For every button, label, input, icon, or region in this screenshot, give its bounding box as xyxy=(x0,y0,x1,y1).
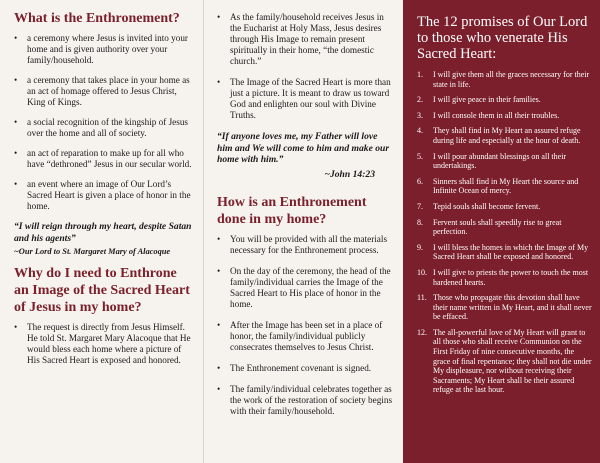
heading-why-enthrone: Why do I need to Enthrone an Image of the Sacred Heart of Jesus in my home? xyxy=(14,266,190,315)
promise-item xyxy=(417,70,592,89)
promise-text: They shall find in My Heart an assured refuge during life and especially at the hour of death. xyxy=(433,126,581,145)
definition-list xyxy=(14,33,194,212)
list-item: • a ceremony where Jesus is invited into your home and is given authority over your family/household. xyxy=(14,33,194,66)
column-twelve-promises xyxy=(403,0,600,463)
promise-number: 3. xyxy=(417,110,423,120)
promise-number: 9. xyxy=(417,242,423,252)
steps-list xyxy=(217,234,395,417)
promise-item xyxy=(417,111,592,121)
reason-list xyxy=(14,322,194,366)
quote-text: “I will reign through my heart, despite Satan and his agents” xyxy=(14,221,192,244)
scripture-quote: “If anyone loves me, my Father will love him and We will come to him and make our home with him.” xyxy=(217,131,390,165)
heading-twelve-promises: The 12 promises of Our Lord to those who venerate His Sacred Heart: xyxy=(417,14,588,62)
promise-text: Those who propagate this devotion shall have their name written in My Heart, and it shall never be effaced. xyxy=(433,293,592,322)
reason-list-continued xyxy=(217,12,395,121)
promise-number: 6. xyxy=(417,176,423,186)
promise-number: 4. xyxy=(417,126,423,136)
promise-number: 8. xyxy=(417,217,423,227)
promise-item xyxy=(417,126,592,145)
promise-number: 7. xyxy=(417,201,423,211)
promise-number: 1. xyxy=(417,70,423,79)
column-how-to xyxy=(203,0,403,463)
heading-what-is-enthronement: What is the Enthronement? xyxy=(14,11,180,26)
promise-number: 11. xyxy=(417,293,427,303)
promise-text: I will bless the homes in which the Image of My Sacred Heart shall be exposed and honored. xyxy=(433,242,589,262)
list-item: • an event where an image of Our Lord’s Sacred Heart is given a place of honor in the home. xyxy=(14,179,194,212)
heading-how-is-enthronement-done: How is an Enthronement done in my home? xyxy=(217,194,367,227)
promise-text: Fervent souls shall speedily rise to great perfection. xyxy=(433,217,562,237)
promise-text: The all-powerful love of My Heart will grant to all those who shall receive Communion on the First Friday of nine consecutive months, the grace of final repentance; they shall not die under My displeasure, nor without receiving their Sacraments; My Heart shall be their assured refuge at the last hour. xyxy=(433,327,592,395)
list-item: • a ceremony that takes place in your home as an act of homage offered to Jesus Christ, King of Kings. xyxy=(14,75,194,108)
promise-text: Tepid souls shall become fervent. xyxy=(433,201,541,211)
promise-item xyxy=(417,202,592,212)
list-item: • an act of reparation to make up for all who have “dethroned” Jesus in our secular world. xyxy=(14,148,194,170)
promise-text: I will give them all the graces necessary for their state in life. xyxy=(433,70,590,89)
promise-number: 5. xyxy=(417,151,423,161)
promise-number: 10. xyxy=(417,267,427,277)
promise-text: I will console them in all their troubles. xyxy=(433,110,560,120)
promise-text: I will pour abundant blessings on all their undertakings. xyxy=(433,151,567,171)
list-item: • You will be provided with all the materials necessary for the Enthronement process. xyxy=(217,234,395,256)
promise-item xyxy=(417,177,592,196)
promise-text: I will give peace in their families. xyxy=(433,95,541,105)
list-item: • The Enthronement covenant is signed. xyxy=(217,363,395,374)
list-item: • The family/individual celebrates together as the work of the restoration of society begins with their family/household. xyxy=(217,384,395,417)
promise-item xyxy=(417,243,592,262)
promise-number: 2. xyxy=(417,95,423,105)
promise-item xyxy=(417,328,592,395)
promise-item xyxy=(417,152,592,171)
scripture-attribution: ~John 14:23 xyxy=(324,168,375,180)
promise-item xyxy=(417,293,592,322)
promise-text: I will give to priests the power to touch the most hardened hearts. xyxy=(433,267,589,287)
list-item: • After the Image has been set in a place of honor, the family/individual publicly consecrates themselves to Jesus Christ. xyxy=(217,320,395,353)
promise-number: 12. xyxy=(417,327,427,337)
list-item: • The Image of the Sacred Heart is more than just a picture. It is meant to draw us toward God and enlighten our soul with Divine Truths. xyxy=(217,77,395,121)
promise-item xyxy=(417,95,592,105)
promises-list xyxy=(417,70,592,395)
list-item: • On the day of the ceremony, the head of the family/individual carries the Image of the Sacred Heart to His place of honor in the home. xyxy=(217,266,395,310)
list-item: • a social recognition of the kingship of Jesus over the home and all of society. xyxy=(14,117,194,139)
column-enthronement-info xyxy=(0,0,203,463)
quote-attribution: ~Our Lord to St. Margaret Mary of Alacoque xyxy=(14,247,171,256)
list-item: • The request is directly from Jesus Himself. He told St. Margaret Mary Alacoque that He would bless each home where a picture of His Sacred Heart is exposed and honored. xyxy=(14,322,194,366)
promise-text: Sinners shall find in My Heart the source and Infinite Ocean of mercy. xyxy=(433,176,579,196)
list-item: • As the family/household receives Jesus in the Eucharist at Holy Mass, Jesus desires through His Image to remain present spiritually in their home, “the domestic church.” xyxy=(217,12,395,67)
promise-item xyxy=(417,268,592,287)
promise-item xyxy=(417,218,592,237)
